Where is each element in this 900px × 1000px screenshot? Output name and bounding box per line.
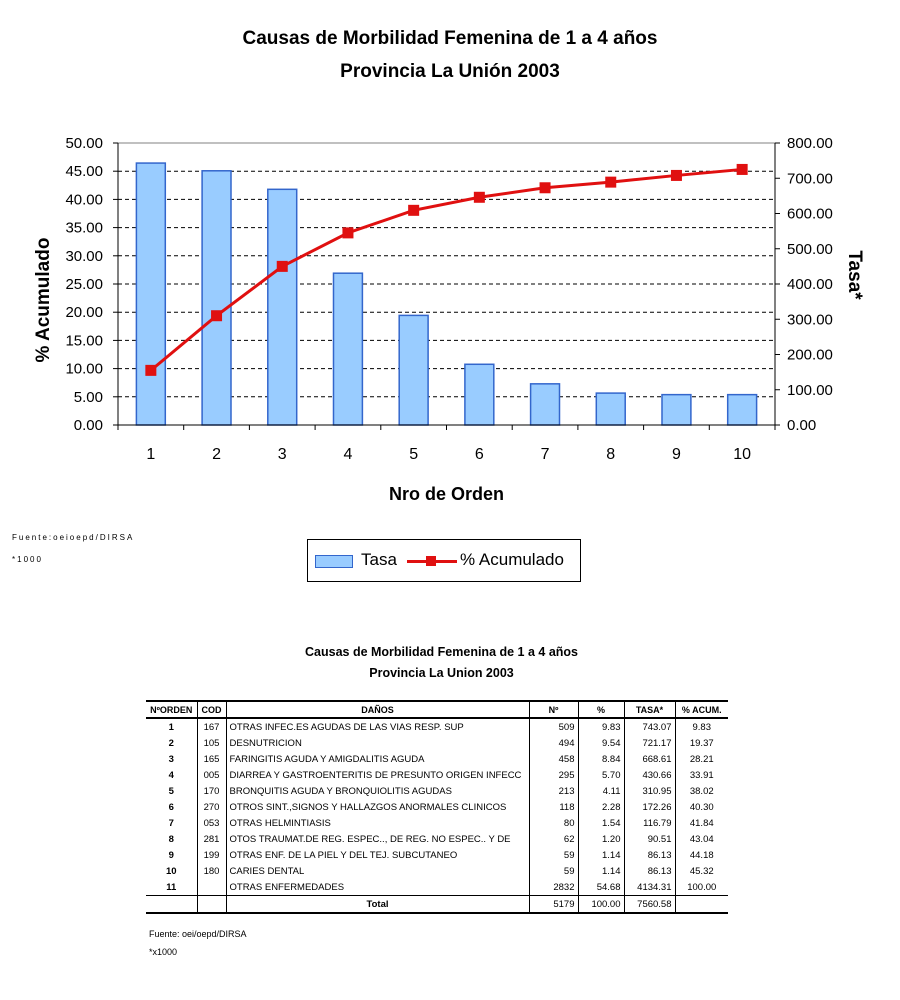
chart-title: Causas de Morbilidad Femenina de 1 a 4 años [242, 28, 658, 49]
cell-acum: 100.00 [675, 879, 728, 896]
cell-pct: 1.54 [578, 815, 624, 831]
cell-danos: OTROS SINT.,SIGNOS Y HALLAZGOS ANORMALES CLINICOS [226, 799, 529, 815]
bar-tasa [202, 171, 231, 425]
cell-n: 509 [529, 718, 578, 735]
cell-tasa: 86.13 [624, 863, 675, 879]
cell-acum: 9.83 [675, 718, 728, 735]
total-tasa: 7560.58 [624, 896, 675, 914]
bar-tasa [268, 189, 297, 425]
cell-pct: 9.54 [578, 735, 624, 751]
marker-acumulado [671, 170, 682, 181]
marker-acumulado [408, 205, 419, 216]
table-row [146, 847, 728, 863]
cell-cod: 170 [197, 783, 226, 799]
cell-danos: BRONQUITIS AGUDA Y BRONQUIOLITIS AGUDAS [226, 783, 529, 799]
cell-danos: OTRAS HELMINTIASIS [226, 815, 529, 831]
cell-danos: DESNUTRICION [226, 735, 529, 751]
marker-acumulado [605, 177, 616, 188]
cell-empty [197, 896, 226, 914]
cell-empty [675, 896, 728, 914]
bar-tasa [728, 395, 757, 425]
cell-cod: 053 [197, 815, 226, 831]
cell-orden: 4 [168, 769, 174, 781]
cell-pct: 8.84 [578, 751, 624, 767]
cell-cod: 165 [197, 751, 226, 767]
y-axis-title-left: % Acumulado [33, 237, 54, 363]
cell-danos: CARIES DENTAL [226, 863, 529, 879]
cell-pct: 9.83 [578, 718, 624, 735]
table-row [146, 799, 728, 815]
y-tick-label-right: 0.00 [787, 417, 817, 434]
cell-empty [146, 896, 197, 914]
bar-tasa [465, 364, 494, 425]
y-tick-label-left: 30.00 [65, 247, 103, 265]
table-row [146, 735, 728, 751]
marker-acumulado [277, 261, 288, 272]
cell-cod: 199 [197, 847, 226, 863]
bar-tasa [399, 315, 428, 425]
cell-tasa: 310.95 [624, 783, 675, 799]
table-note: *x1000 [149, 947, 178, 957]
cell-orden: 5 [168, 785, 174, 797]
marker-acumulado [145, 365, 156, 376]
legend-bar-swatch [315, 555, 353, 568]
table-row [146, 815, 728, 831]
bar-tasa [596, 393, 625, 425]
cell-cod: 005 [197, 767, 226, 783]
y-tick-label-left: 10.00 [65, 360, 103, 378]
cell-orden: 1 [168, 721, 174, 733]
cell-tasa: 743.07 [624, 718, 675, 735]
cell-orden: 11 [146, 879, 197, 896]
chart-note: *1000 [12, 555, 43, 564]
y-tick-label-right: 400.00 [787, 276, 833, 293]
cell-tasa: 430.66 [624, 767, 675, 783]
table-source: Fuente: oei/oepd/DIRSA [149, 929, 247, 939]
y-tick-label-left: 35.00 [65, 219, 103, 237]
cell-pct: 2.28 [578, 799, 624, 815]
y-tick-label-left: 45.00 [65, 163, 103, 181]
cell-tasa: 668.61 [624, 751, 675, 767]
x-tick-label: 8 [606, 446, 616, 463]
header-tasa: TASA* [624, 701, 675, 718]
x-tick-label: 9 [671, 446, 681, 463]
y-tick-label-right: 100.00 [787, 381, 833, 399]
y-tick-label-left: 25.00 [65, 276, 103, 293]
cell-pct: 1.14 [578, 863, 624, 879]
chart-legend [307, 539, 581, 582]
cell-danos: OTOS TRAUMAT.DE REG. ESPEC.., DE REG. NO ESPEC.. Y DE [226, 831, 529, 847]
x-tick-label: 3 [277, 446, 287, 463]
cell-acum: 40.30 [675, 799, 728, 815]
cell-pct: 4.11 [578, 783, 624, 799]
header-pct: % [578, 701, 624, 718]
cell-n: 59 [529, 847, 578, 863]
y-tick-label-left: 20.00 [65, 304, 103, 322]
y-tick-label-left: 50.00 [65, 135, 103, 152]
cell-tasa: 4134.31 [624, 879, 675, 896]
cell-cod [197, 879, 226, 896]
total-n: 5179 [529, 896, 578, 914]
cell-acum: 44.18 [675, 847, 728, 863]
cell-cod: 105 [197, 735, 226, 751]
marker-acumulado [211, 310, 222, 321]
header-cod: COD [197, 701, 226, 718]
cell-danos: OTRAS INFEC.ES AGUDAS DE LAS VIAS RESP. SUP [226, 718, 529, 735]
cell-cod: 180 [197, 863, 226, 879]
cell-acum: 33.91 [675, 767, 728, 783]
bar-tasa [333, 273, 362, 425]
header-n: Nº [529, 701, 578, 718]
cell-n: 59 [529, 863, 578, 879]
legend-line-label: % Acumulado [460, 550, 564, 569]
cell-danos: DIARREA Y GASTROENTERITIS DE PRESUNTO ORIGEN INFECC [226, 767, 529, 783]
cell-acum: 19.37 [675, 735, 728, 751]
cell-acum: 38.02 [675, 783, 728, 799]
cell-orden: 10 [165, 865, 177, 877]
header-orden: NºORDEN [146, 701, 197, 718]
y-tick-label-right: 500.00 [787, 240, 833, 258]
cell-n: 494 [529, 735, 578, 751]
legend-marker-swatch [426, 556, 436, 566]
cell-n: 2832 [529, 879, 578, 896]
table-header-row [146, 701, 728, 718]
table-row [146, 863, 728, 879]
y-tick-label-right: 300.00 [787, 311, 833, 329]
cell-tasa: 116.79 [624, 815, 675, 831]
x-tick-label: 2 [212, 446, 222, 463]
cell-acum: 45.32 [675, 863, 728, 879]
table-row [146, 751, 728, 767]
y-tick-label-left: 40.00 [65, 191, 103, 209]
x-tick-label: 1 [146, 446, 156, 463]
cell-orden: 8 [168, 833, 174, 845]
y-tick-label-left: 5.00 [73, 388, 103, 406]
cell-danos: FARINGITIS AGUDA Y AMIGDALITIS AGUDA [226, 751, 529, 767]
total-pct: 100.00 [578, 896, 624, 914]
y-tick-label-right: 800.00 [787, 135, 833, 152]
marker-acumulado [737, 164, 748, 175]
total-label: Total [226, 896, 529, 914]
cell-tasa: 721.17 [624, 735, 675, 751]
cell-danos: OTRAS ENF. DE LA PIEL Y DEL TEJ. SUBCUTANEO [226, 847, 529, 863]
x-tick-label: 6 [474, 446, 484, 463]
y-tick-label-left: 0.00 [73, 417, 103, 434]
x-tick-label: 5 [409, 446, 419, 463]
bar-tasa [531, 384, 560, 425]
cell-cod: 270 [197, 799, 226, 815]
header-acum: % ACUM. [675, 701, 728, 718]
header-danos: DAÑOS [226, 701, 529, 718]
morbidity-table [146, 700, 728, 914]
cell-orden: 7 [168, 817, 174, 829]
table-row [146, 831, 728, 847]
marker-acumulado [342, 227, 353, 238]
table-subtitle: Provincia La Union 2003 [369, 666, 514, 680]
cell-acum: 43.04 [675, 831, 728, 847]
table-row [146, 783, 728, 799]
cell-n: 118 [529, 799, 578, 815]
chart-subtitle: Provincia La Unión 2003 [340, 61, 560, 82]
legend-bar-label: Tasa [361, 550, 397, 569]
marker-acumulado [474, 192, 485, 203]
y-tick-label-right: 600.00 [787, 205, 833, 223]
table-row [146, 767, 728, 783]
cell-n: 295 [529, 767, 578, 783]
cell-pct: 54.68 [578, 879, 624, 896]
table-total-row [146, 896, 728, 914]
cell-danos: OTRAS ENFERMEDADES [226, 879, 529, 896]
cell-orden: 2 [168, 737, 174, 749]
cell-pct: 1.14 [578, 847, 624, 863]
cell-orden: 3 [168, 753, 174, 765]
x-axis-title: Nro de Orden [388, 484, 505, 504]
cell-cod: 167 [197, 718, 226, 735]
cell-pct: 1.20 [578, 831, 624, 847]
cell-cod: 281 [197, 831, 226, 847]
x-tick-label: 7 [540, 446, 550, 463]
cell-tasa: 172.26 [624, 799, 675, 815]
cell-n: 458 [529, 751, 578, 767]
cell-n: 62 [529, 831, 578, 847]
cell-acum: 28.21 [675, 751, 728, 767]
cell-pct: 5.70 [578, 767, 624, 783]
cell-orden: 9 [168, 849, 174, 861]
table-row [146, 879, 728, 896]
x-tick-label: 4 [343, 446, 353, 463]
y-tick-label-left: 15.00 [65, 332, 103, 350]
cell-tasa: 90.51 [624, 831, 675, 847]
cell-n: 80 [529, 815, 578, 831]
cell-orden: 6 [168, 801, 174, 813]
x-tick-label: 10 [733, 446, 752, 463]
chart-source: Fuente:oeioepd/DIRSA [12, 533, 135, 542]
y-tick-label-right: 700.00 [787, 170, 833, 188]
table-title: Causas de Morbilidad Femenina de 1 a 4 años [305, 645, 578, 659]
marker-acumulado [540, 182, 551, 193]
cell-acum: 41.84 [675, 815, 728, 831]
cell-tasa: 86.13 [624, 847, 675, 863]
bar-tasa [662, 395, 691, 425]
table-row [146, 718, 728, 735]
bar-tasa [136, 163, 165, 425]
y-axis-title-right: Tasa* [844, 250, 865, 300]
y-tick-label-right: 200.00 [787, 346, 833, 364]
cell-n: 213 [529, 783, 578, 799]
